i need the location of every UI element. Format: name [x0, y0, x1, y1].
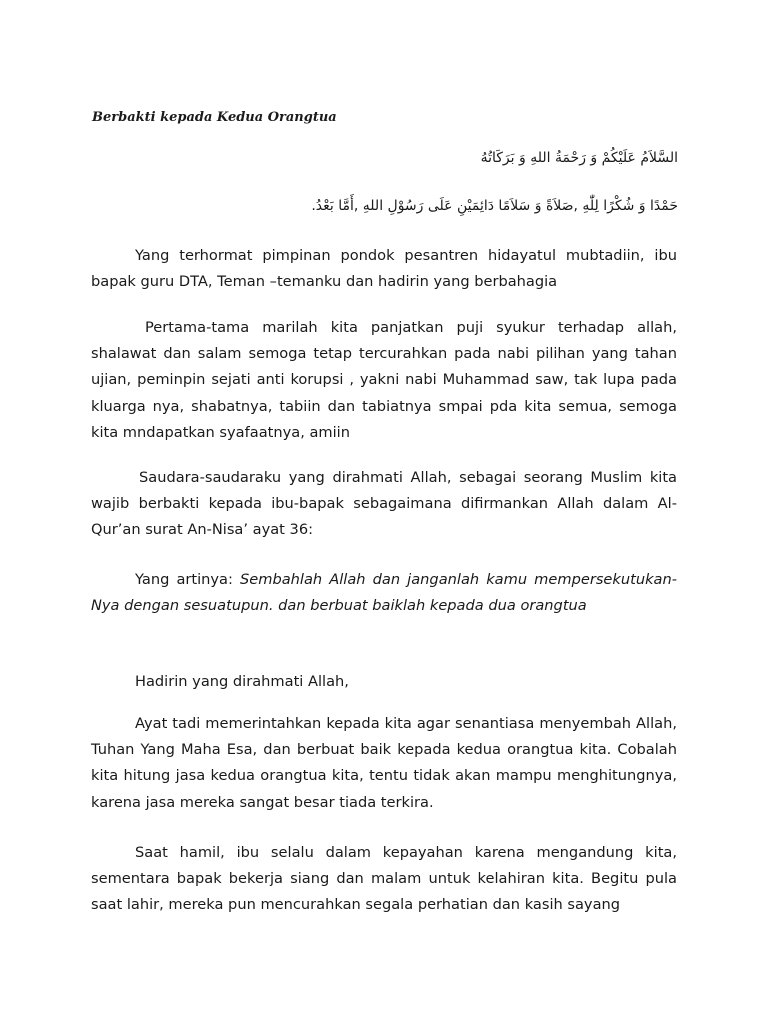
document-title: Berbakti kepada Kedua Orangtua [92, 110, 337, 125]
translation-text: Sembahlah Allah dan janganlah kamu mempersekutukan-Nya dengan sesuatupun. dan berbuat baiklah kepada dua orangtua [91, 571, 677, 615]
paragraph-salutation: Yang terhormat pimpinan pondok pesantren hidayatul mubtadiin, ibu bapak guru DTA, Teman –temanku dan hadirin yang berbahagia [91, 247, 677, 291]
arabic-greeting: السَّلاَمُ عَلَيْكُمْ وَ رَحْمَةُ اللهِ وَ بَرَكَاتُهُ [480, 150, 678, 166]
paragraph-opening-praise: Pertama-tama marilah kita panjatkan puji syukur terhadap allah, shalawat dan salam semoga tetap tercurahkan pada nabi pilihan yang tahan ujian, peminpin sejati anti korupsi , yakni nabi Muhammad saw, tak lupa pada kluarga nya, shabatnya, tabiin dan tabiatnya smpai pda kita semua, semoga kita mndapatkan syafaatnya, amiin [91, 319, 677, 441]
paragraph-quran-reference: Saudara-saudaraku yang dirahmati Allah, sebagai seorang Muslim kita wajib berbakti kepada ibu-bapak sebagaimana difirmankan Allah dalam Al-Qur’an surat An-Nisa’ ayat 36: [91, 469, 677, 539]
arabic-opening: حَمْدًا وَ شُكْرًا لِلّٰهِ ,صَلاَةً وَ سَلاَمًا دَائِمَيْنِ عَلَى رَسُوْلِ اللهِ ,أَمَّا بَعْدُ. [311, 198, 678, 214]
paragraph-address: Hadirin yang dirahmati Allah, [135, 673, 349, 690]
translation-prefix: Yang artinya: [135, 571, 241, 588]
paragraph-verse-translation [91, 567, 677, 619]
paragraph-parents-sacrifice: Saat hamil, ibu selalu dalam kepayahan karena mengandung kita, sementara bapak bekerja siang dan malam untuk kelahiran kita. Begitu pula saat lahir, mereka pun mencurahkan segala perhatian dan kasih sayang [91, 844, 677, 914]
paragraph-verse-explanation: Ayat tadi memerintahkan kepada kita agar senantiasa menyembah Allah, Tuhan Yang Maha Esa, dan berbuat baik kepada kedua orangtua kita. Cobalah kita hitung jasa kedua orangtua kita, tentu tidak akan mampu menghitungnya, karena jasa mereka sangat besar tiada terkira. [91, 715, 677, 811]
